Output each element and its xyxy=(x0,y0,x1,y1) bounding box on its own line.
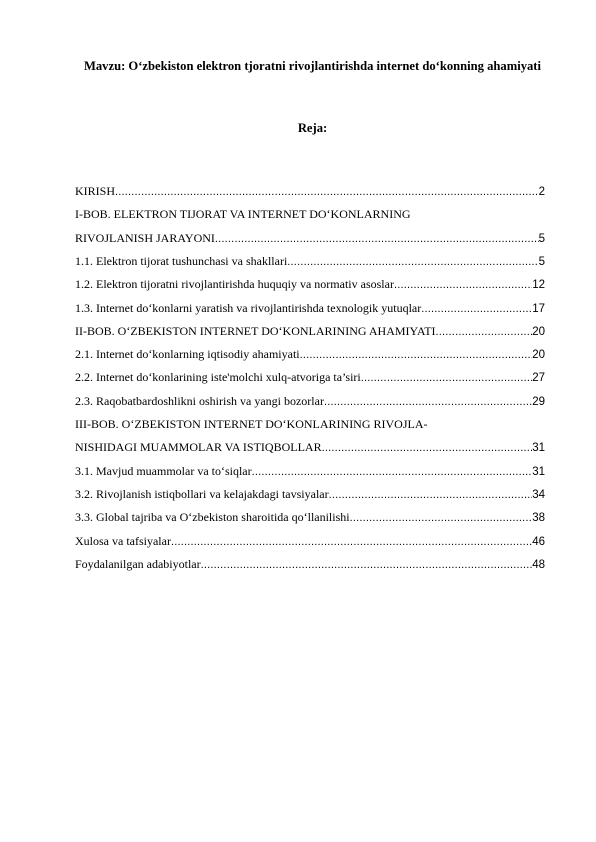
toc-page-number: 5 xyxy=(538,255,545,268)
toc-leader-dots xyxy=(322,442,533,454)
toc-entry xyxy=(75,277,545,300)
toc-page-number: 48 xyxy=(532,558,545,571)
toc-entry xyxy=(75,394,545,417)
toc-entry xyxy=(75,301,545,324)
toc-entry-label-continued: NISHIDAGI MUAMMOLAR VA ISTIQBOLLAR xyxy=(75,440,322,455)
toc-entry-label: II-BOB. O‘ZBEKISTON INTERNET DO‘KONLARINING AHAMIYATI xyxy=(75,323,436,338)
toc-page-number: 46 xyxy=(532,535,545,548)
toc-entry-label: 3.2. Rivojlanish istiqbollari va kelajakdagi tavsiyalar xyxy=(75,487,329,502)
toc-leader-dots xyxy=(394,279,532,291)
toc-entry-label: 2.1. Internet do‘konlarning iqtisodiy ahamiyati xyxy=(75,347,300,362)
toc-leader-dots xyxy=(361,372,532,384)
toc-entry xyxy=(75,557,545,580)
toc-entry xyxy=(75,207,545,254)
toc-entry xyxy=(75,184,545,207)
toc-leader-dots xyxy=(115,186,539,198)
toc-page-number: 29 xyxy=(532,395,545,408)
plan-heading: Reja: xyxy=(297,121,328,135)
toc-entry-label: 2.2. Internet do‘konlarining iste'molchi xulq-atvoriga ta’siri xyxy=(75,370,361,385)
toc-page-number: 17 xyxy=(532,302,545,315)
toc-leader-dots xyxy=(300,349,533,361)
toc-entry-label: I-BOB. ELEKTRON TIJORAT VA INTERNET DO‘KONLARNING xyxy=(75,207,411,222)
toc-entry xyxy=(75,324,545,347)
toc-entry-label: Foydalanilgan adabiyotlar xyxy=(75,556,201,571)
toc-entry xyxy=(75,417,545,464)
toc-leader-dots xyxy=(329,489,533,501)
toc-leader-dots xyxy=(215,233,539,245)
toc-entry-label: Xulosa va tafsiyalar xyxy=(75,533,171,548)
toc-page-number: 20 xyxy=(532,349,545,362)
toc-entry-label: III-BOB. O‘ZBEKISTON INTERNET DO‘KONLARINING RIVOJLA- xyxy=(75,417,428,432)
document-title: Mavzu: O‘zbekiston elektron tjoratni rivojlantirishda internet do‘konning ahamiyati xyxy=(84,59,541,73)
toc-entry xyxy=(75,510,545,533)
toc-leader-dots xyxy=(436,326,533,338)
toc-leader-dots xyxy=(324,396,532,408)
toc-leader-dots xyxy=(252,466,533,478)
toc-entry xyxy=(75,464,545,487)
toc-page-number: 31 xyxy=(532,442,545,455)
toc-page-number: 34 xyxy=(532,489,545,502)
toc-leader-dots xyxy=(287,256,538,268)
toc-page-number: 38 xyxy=(532,512,545,525)
toc-entry xyxy=(75,487,545,510)
toc-entry-label: 1.2. Elektron tijoratni rivojlantirishda huquqiy va normativ asoslar xyxy=(75,277,394,292)
toc-entry-label: 3.1. Mavjud muammolar va to‘siqlar xyxy=(75,463,252,478)
toc-entry-label-continued: RIVOJLANISH JARAYONI xyxy=(75,230,215,245)
toc-leader-dots xyxy=(350,512,533,524)
toc-leader-dots xyxy=(421,303,532,315)
toc-page-number: 27 xyxy=(532,372,545,385)
toc-leader-dots xyxy=(171,536,532,548)
toc-entry xyxy=(75,370,545,393)
toc-entry-label: 3.3. Global tajriba va O‘zbekiston sharoitida qo‘llanilishi xyxy=(75,510,350,525)
toc-page-number: 12 xyxy=(532,279,545,292)
toc-leader-dots xyxy=(201,559,533,571)
toc-entry-label: 2.3. Raqobatbardoshlikni oshirish va yangi bozorlar xyxy=(75,393,324,408)
toc-page-number: 5 xyxy=(538,232,545,245)
toc-page-number: 20 xyxy=(532,325,545,338)
toc-entry xyxy=(75,534,545,557)
toc-entry xyxy=(75,254,545,277)
table-of-contents xyxy=(75,184,545,580)
toc-page-number: 31 xyxy=(532,465,545,478)
toc-page-number: 2 xyxy=(538,186,545,198)
toc-entry-label: 1.1. Elektron tijorat tushunchasi va shakllari xyxy=(75,253,288,268)
toc-entry-label: 1.3. Internet do‘konlarni yaratish va rivojlantirishda texnologik yutuqlar xyxy=(75,300,422,315)
toc-entry-label: KIRISH xyxy=(75,184,116,198)
toc-entry xyxy=(75,347,545,370)
